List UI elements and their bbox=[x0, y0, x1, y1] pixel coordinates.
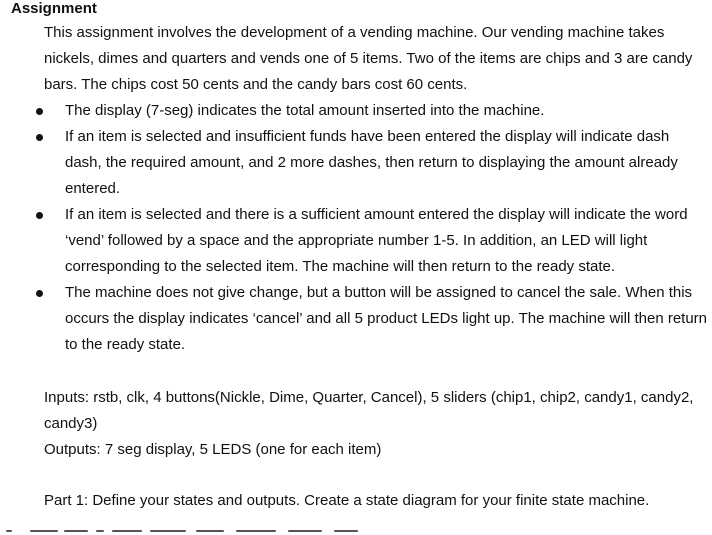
cut-off-fragment bbox=[196, 530, 224, 532]
bullet-dot-icon bbox=[36, 134, 43, 141]
list-item-text bbox=[65, 124, 710, 202]
list-item-text bbox=[65, 202, 710, 280]
cut-off-fragment bbox=[6, 530, 12, 532]
cut-off-fragment bbox=[150, 530, 186, 532]
requirements-list bbox=[0, 98, 712, 358]
cut-off-fragment bbox=[288, 530, 322, 532]
intro-line: This assignment involves the development of a vending machine. Our vending machine takes bbox=[44, 24, 665, 41]
bullet-dot-icon bbox=[36, 290, 43, 297]
intro-line: bars. The chips cost 50 cents and the candy bars cost 60 cents. bbox=[44, 76, 468, 93]
list-item-line: ‘vend’ followed by a space and the appropriate number 1-5. In addition, an LED will light bbox=[65, 232, 648, 249]
cut-off-fragment bbox=[30, 530, 58, 532]
cut-off-fragment bbox=[96, 530, 104, 532]
io-section bbox=[44, 385, 704, 463]
cut-off-fragment bbox=[112, 530, 142, 532]
list-item-line: to the ready state. bbox=[65, 336, 186, 353]
list-item-line: If an item is selected and there is a sufficient amount entered the display will indicate the word bbox=[65, 206, 688, 223]
list-item-line: If an item is selected and insufficient funds have been entered the display will indicate dash bbox=[65, 128, 670, 145]
list-item bbox=[0, 98, 712, 124]
cut-off-fragment bbox=[236, 530, 276, 532]
list-item-line: The machine does not give change, but a button will be assigned to cancel the sale. When this bbox=[65, 284, 693, 301]
list-item-text bbox=[65, 280, 710, 358]
bullet-dot-icon bbox=[36, 212, 43, 219]
list-item bbox=[0, 124, 712, 202]
cut-off-fragment bbox=[64, 530, 88, 532]
bullet-dot-icon bbox=[36, 108, 43, 115]
outputs-line: Outputs: 7 seg display, 5 LEDS (one for each item) bbox=[44, 441, 382, 458]
inputs-line: Inputs: rstb, clk, 4 buttons(Nickle, Dime, Quarter, Cancel), 5 sliders (chip1, chip2, candy1, candy2, bbox=[44, 389, 694, 406]
intro-line: nickels, dimes and quarters and vends one of 5 items. Two of the items are chips and 3 are candy bbox=[44, 50, 693, 67]
inputs-line: candy3) bbox=[44, 415, 98, 432]
list-item-line: corresponding to the selected item. The machine will then return to the ready state. bbox=[65, 258, 616, 275]
part1-instruction: Part 1: Define your states and outputs. Create a state diagram for your finite state machine. bbox=[44, 492, 650, 509]
list-item bbox=[0, 202, 712, 280]
list-item bbox=[0, 280, 712, 358]
assignment-heading: Assignment bbox=[11, 0, 97, 17]
intro-paragraph bbox=[44, 20, 704, 98]
list-item-line: The display (7-seg) indicates the total amount inserted into the machine. bbox=[65, 102, 545, 119]
cut-off-text-line bbox=[0, 522, 420, 535]
list-item-text bbox=[65, 98, 710, 124]
list-item-line: dash, the required amount, and 2 more dashes, then return to displaying the amount already bbox=[65, 154, 678, 171]
list-item-line: occurs the display indicates ‘cancel’ and all 5 product LEDs light up. The machine will then return bbox=[65, 310, 708, 327]
cut-off-fragment bbox=[334, 530, 358, 532]
list-item-line: entered. bbox=[65, 180, 121, 197]
